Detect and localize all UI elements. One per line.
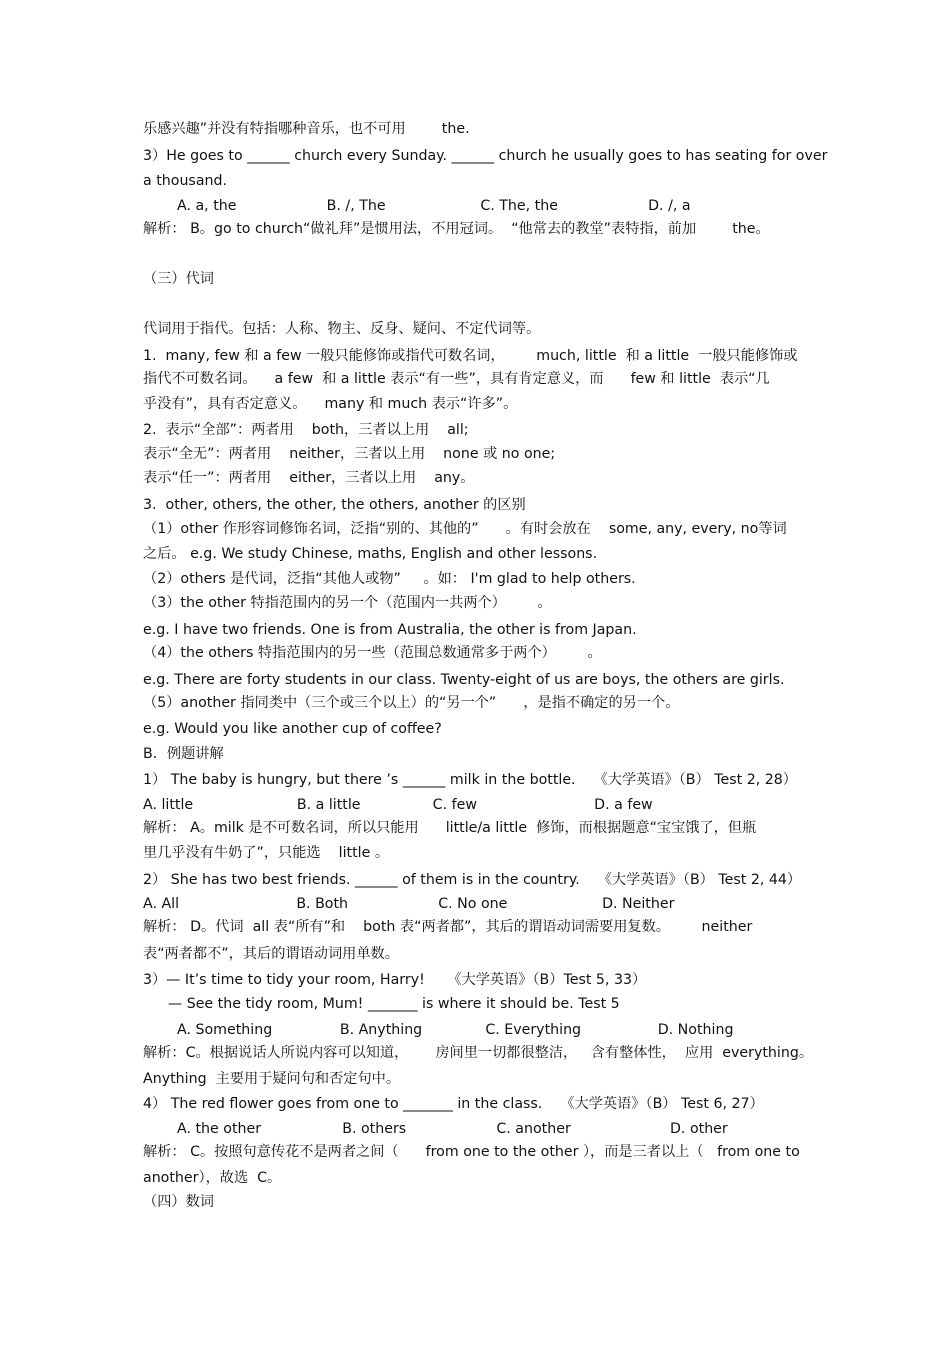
text-line: 之后。 e.g. We study Chinese, maths, English and other lessons. [143,546,598,562]
explanation-text: 解析： B。go to church“做礼拜”是惯用法，不用冠词。 “他常去的教堂”表特指，前加 the。 [143,221,770,237]
section-heading: （三）代词 [143,271,214,287]
text-line: 3. other, others, the other, the others, another 的区别 [143,497,526,513]
text-line: （2）others 是代词，泛指“其他人或物” 。如： I'm glad to help others. [143,571,636,587]
question-text: 1） The baby is hungry, but there ’s ______ milk in the bottle. 《大学英语》（B） Test 2, 28） [143,772,797,788]
answer-options: A. All B. Both C. No one D. Neither [143,896,675,912]
explanation-text: another），故选 C。 [143,1170,282,1186]
explanation-text: 表“两者都不”，其后的谓语动词用单数。 [143,946,399,962]
text-line: 1. many, few 和 a few 一般只能修饰或指代可数名词， much, little 和 a little 一般只能修饰或 [143,348,798,364]
question-text: 3）— It’s time to tidy your room, Harry! 《大学英语》（B）Test 5, 33） [143,972,647,988]
explanation-text: 解析：C。根据说话人所说内容可以知道， 房间里一切都很整洁， 含有整体性， 应用 everything。 [143,1045,814,1061]
text-line: 代词用于指代。包括：人称、物主、反身、疑问、不定代词等。 [143,321,541,337]
explanation-text: Anything 主要用于疑问句和否定句中。 [143,1071,401,1087]
answer-options: A. Something B. Anything C. Everything D. Nothing [177,1022,734,1038]
text-line: 指代不可数名词。 a few 和 a little 表示“有一些”，具有肯定意义，而 few 和 little 表示“几 [143,371,770,387]
text-line: （4）the others 特指范围内的另一些（范围总数通常多于两个） 。 [143,645,602,661]
text-line: a thousand. [143,173,228,189]
text-line: （3）the other 特指范围内的另一个（范围内一共两个） 。 [143,595,552,611]
example-text: e.g. There are forty students in our class. Twenty-eight of us are boys, the others are girls. [143,672,785,688]
explanation-text: 里几乎没有牛奶了”，只能选 little 。 [143,845,390,861]
text-line: （5）another 指同类中（三个或三个以上）的“另一个” ，是指不确定的另一个。 [143,695,680,711]
text-line: 乎没有”，具有否定意义。 many 和 much 表示“许多”。 [143,396,518,412]
explanation-text: 解析： C。按照句意传花不是两者之间（ from one to the other ），而是三者以上（ from one to [143,1144,800,1160]
answer-options: A. little B. a little C. few D. a few [143,797,653,813]
text-line: 2. 表示“全部”：两者用 both，三者以上用 all; [143,422,469,438]
text-line: 乐感兴趣”并没有特指哪种音乐，也不可用 the. [143,121,470,137]
question-text: 4） The red flower goes from one to _______ in the class. 《大学英语》（B） Test 6, 27） [143,1096,764,1112]
explanation-text: 解析： D。代词 all 表“所有”和 both 表“两者都”，其后的谓语动词需要用复数。 neither [143,919,753,935]
text-line: 表示“任一”：两者用 either，三者以上用 any。 [143,470,475,486]
section-heading: （四）数词 [143,1194,214,1210]
answer-options: A. a, the B. /, The C. The, the D. /, a [177,198,691,214]
example-text: e.g. Would you like another cup of coffee? [143,721,442,737]
answer-options: A. the other B. others C. another D. other [177,1121,728,1137]
explanation-text: 解析： A。milk 是不可数名词，所以只能用 little/a little 修饰，而根据题意“宝宝饿了，但瓶 [143,820,757,836]
text-line: 表示“全无”：两者用 neither，三者以上用 none 或 no one; [143,446,556,462]
example-text: e.g. I have two friends. One is from Australia, the other is from Japan. [143,622,637,638]
question-text: — See the tidy room, Mum! _______ is where it should be. Test 5 [168,996,620,1012]
section-heading: B．例题讲解 [143,746,224,762]
question-text: 2） She has two best friends. ______ of them is in the country. 《大学英语》（B） Test 2, 44） [143,872,802,888]
text-line: （1）other 作形容词修饰名词，泛指“别的、其他的” 。有时会放在 some, any, every, no等词 [143,521,787,537]
question-text: 3）He goes to ______ church every Sunday. ______ church he usually goes to has seating for over [143,148,828,164]
